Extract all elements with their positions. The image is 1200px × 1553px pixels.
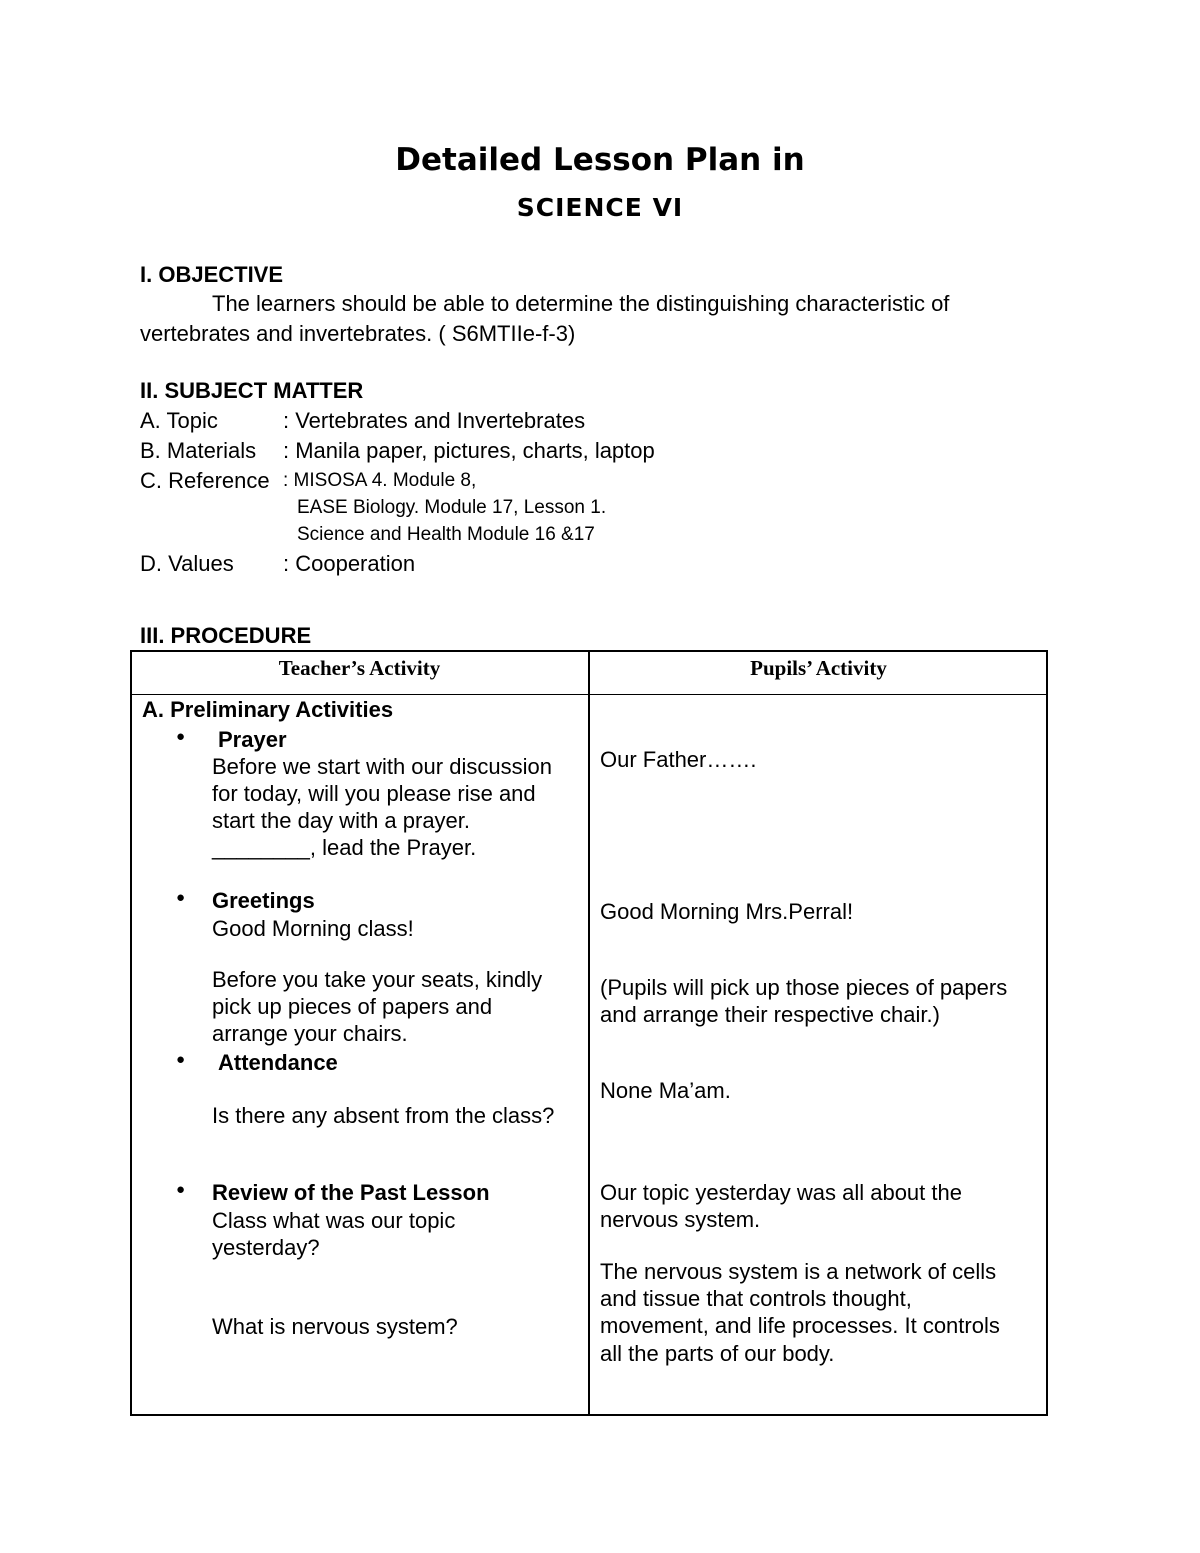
- prayer-line-2: for today, will you please rise and: [212, 781, 536, 806]
- values-value: : Cooperation: [283, 551, 416, 576]
- table-column-divider: [588, 650, 590, 1416]
- topic-value: : Vertebrates and Invertebrates: [283, 408, 586, 433]
- attendance-title: Attendance: [218, 1050, 338, 1075]
- greetings-line: Good Morning class!: [212, 916, 414, 941]
- review-line-1: Class what was our topic: [212, 1208, 456, 1233]
- reference-label: C. Reference: [140, 468, 270, 493]
- nervous-response-line-2: and tissue that controls thought,: [600, 1286, 912, 1311]
- reference-value: : MISOSA 4. Module 8,: [283, 470, 477, 491]
- prayer-line-1: Before we start with our discussion: [212, 754, 552, 779]
- objective-heading: I. OBJECTIVE: [140, 262, 284, 287]
- attendance-bullet-icon: ●: [176, 1051, 186, 1068]
- review-response-line-2: nervous system.: [600, 1207, 761, 1232]
- attendance-response: None Ma’am.: [600, 1078, 731, 1103]
- values-label: D. Values: [140, 551, 234, 576]
- prayer-response: Our Father…….: [600, 747, 757, 772]
- prayer-line-4: ________, lead the Prayer.: [212, 835, 477, 860]
- table-border-right: [1046, 650, 1048, 1416]
- preliminary-heading: A. Preliminary Activities: [142, 697, 394, 722]
- seats-response-line-2: and arrange their respective chair.): [600, 1002, 940, 1027]
- subject-matter-heading: II. SUBJECT MATTER: [140, 378, 364, 403]
- review-line-2: yesterday?: [212, 1235, 320, 1260]
- reference-line-2: EASE Biology. Module 17, Lesson 1.: [297, 497, 607, 518]
- objective-line-2: vertebrates and invertebrates. ( S6MTIIe-f-3): [140, 321, 576, 346]
- review-bullet-icon: ●: [176, 1181, 186, 1198]
- prayer-line-3: start the day with a prayer.: [212, 808, 471, 833]
- column-header-teacher: Teacher’s Activity: [278, 656, 441, 680]
- topic-label: A. Topic: [140, 408, 218, 433]
- review-title: Review of the Past Lesson: [212, 1180, 490, 1205]
- nervous-response-line-3: movement, and life processes. It controls: [600, 1313, 1000, 1338]
- objective-line-1: The learners should be able to determine the distinguishing characteristic of: [212, 291, 950, 316]
- page-subtitle: SCIENCE VI: [516, 193, 684, 222]
- greetings-title: Greetings: [212, 888, 315, 913]
- greetings-bullet-icon: ●: [176, 889, 186, 906]
- prayer-title: Prayer: [218, 727, 287, 752]
- nervous-response-line-4: all the parts of our body.: [600, 1341, 835, 1366]
- materials-label: B. Materials: [140, 438, 257, 463]
- attendance-question: Is there any absent from the class?: [212, 1103, 555, 1128]
- greetings-response: Good Morning Mrs.Perral!: [600, 899, 854, 924]
- column-header-pupils: Pupils’ Activity: [750, 656, 887, 680]
- nervous-response-line-1: The nervous system is a network of cells: [600, 1259, 997, 1284]
- seats-line-3: arrange your chairs.: [212, 1021, 408, 1046]
- review-response-line-1: Our topic yesterday was all about the: [600, 1180, 962, 1205]
- prayer-bullet-icon: ●: [176, 728, 186, 745]
- seats-response-line-1: (Pupils will pick up those pieces of papers: [600, 975, 1008, 1000]
- table-border-left: [130, 650, 132, 1416]
- seats-line-2: pick up pieces of papers and: [212, 994, 493, 1019]
- page-title: Detailed Lesson Plan in: [395, 142, 805, 178]
- reference-line-3: Science and Health Module 16 &17: [297, 524, 595, 545]
- materials-value: : Manila paper, pictures, charts, laptop: [283, 438, 655, 463]
- procedure-table: [130, 650, 1048, 1416]
- procedure-heading: III. PROCEDURE: [140, 623, 312, 648]
- seats-line-1: Before you take your seats, kindly: [212, 967, 543, 992]
- nervous-question: What is nervous system?: [212, 1314, 458, 1339]
